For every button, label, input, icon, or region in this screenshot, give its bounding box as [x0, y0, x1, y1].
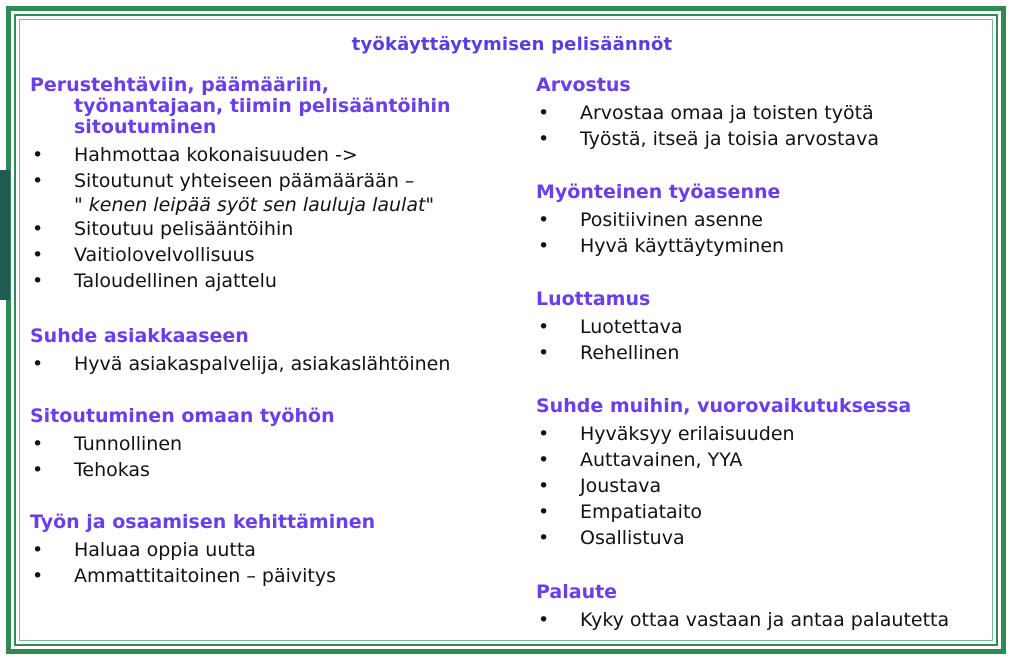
list-item: • Hyvä asiakaspalvelija, asiakaslähtöinen [32, 353, 451, 375]
bullet-icon: • [32, 170, 44, 192]
list-item: • Kyky ottaa vastaan ja antaa palautetta [538, 609, 950, 631]
item-list [536, 100, 879, 152]
section-heading: Arvostus [536, 74, 631, 96]
bullet-icon: • [538, 209, 550, 231]
section-heading: Myönteinen työasenne [536, 181, 781, 203]
list-item: • Työstä, itseä ja toisia arvostava [538, 128, 879, 150]
list-item: • Joustava [538, 475, 662, 497]
list-item: • Tunnollinen [32, 433, 183, 455]
list-item: • Hahmottaa kokonaisuuden -> [32, 144, 358, 166]
list-item: • Positiivinen asenne [538, 209, 763, 231]
section-suhde-asiakkaaseen [30, 326, 450, 377]
list-item: • Vaitiolovelvollisuus [32, 244, 255, 266]
bullet-icon: • [538, 527, 550, 549]
list-item: • Sitoutunut yhteiseen päämäärään – " kenen leipää syöt sen lauluja laulat" [30, 168, 451, 216]
item-list [536, 314, 683, 366]
section-arvostus [536, 75, 879, 152]
section-sitoutuminen [30, 75, 451, 294]
list-item: • Luotettava [538, 316, 683, 338]
bullet-icon: • [538, 235, 550, 257]
section-sitoutuminen-tyohon [30, 406, 335, 483]
list-item: • Osallistuva [538, 527, 685, 549]
item-list [30, 431, 335, 483]
bullet-icon: • [32, 433, 44, 455]
section-palaute [536, 582, 949, 633]
bullet-icon: • [538, 102, 550, 124]
bullet-icon: • [538, 475, 550, 497]
bullet-icon: • [538, 449, 550, 471]
item-list [30, 351, 450, 377]
bullet-icon: • [538, 609, 550, 631]
section-kehittaminen [30, 512, 375, 589]
list-item: • Hyväksyy erilaisuuden [538, 423, 795, 445]
item-list [536, 421, 911, 551]
section-luottamus [536, 289, 683, 366]
section-heading: Suhde muihin, vuorovaikutuksessa [536, 395, 912, 417]
list-item: • Sitoutuu pelisääntöihin [32, 218, 294, 240]
slide-title: työkäyttäytymisen pelisäännöt [351, 34, 673, 55]
section-tyoasenne [536, 182, 784, 259]
bullet-icon: • [32, 565, 44, 587]
bullet-icon: • [538, 423, 550, 445]
bullet-icon: • [32, 218, 44, 240]
item-list [536, 607, 949, 633]
section-heading: Sitoutuminen omaan työhön [30, 405, 335, 427]
section-heading: Palaute [536, 581, 618, 603]
item-list [30, 142, 451, 294]
quote-text: " kenen leipää syöt sen lauluja laulat" [74, 194, 435, 216]
bullet-icon: • [32, 353, 44, 375]
bullet-icon: • [32, 270, 44, 292]
list-item: • Auttavainen, YYA [538, 449, 743, 471]
list-item: • Hyvä käyttäytyminen [538, 235, 785, 257]
bullet-icon: • [32, 539, 44, 561]
bullet-icon: • [538, 501, 550, 523]
section-heading: Suhde asiakkaaseen [30, 325, 249, 347]
item-list [536, 207, 784, 259]
bullet-icon: • [538, 316, 550, 338]
bullet-icon: • [32, 244, 44, 266]
bullet-icon: • [32, 459, 44, 481]
bullet-icon: • [32, 144, 44, 166]
list-item: • Ammattitaitoinen – päivitys [32, 565, 337, 587]
bullet-icon: • [538, 128, 550, 150]
section-heading: Työn ja osaamisen kehittäminen [30, 511, 376, 533]
section-heading: Luottamus [536, 288, 651, 310]
list-item: • Rehellinen [538, 342, 680, 364]
section-heading: Perustehtäviin, päämääriin, työnantajaan, tiimin pelisääntöihin sitoutuminen [30, 74, 451, 138]
list-item: • Taloudellinen ajattelu [32, 270, 277, 292]
item-list [30, 537, 375, 589]
bullet-icon: • [538, 342, 550, 364]
section-vuorovaikutus [536, 396, 911, 551]
slide-edge-accent [0, 170, 10, 300]
list-item: • Empatiataito [538, 501, 703, 523]
list-item: • Arvostaa omaa ja toisten työtä [538, 102, 874, 124]
list-item: • Haluaa oppia uutta [32, 539, 256, 561]
list-item: • Tehokas [32, 459, 150, 481]
